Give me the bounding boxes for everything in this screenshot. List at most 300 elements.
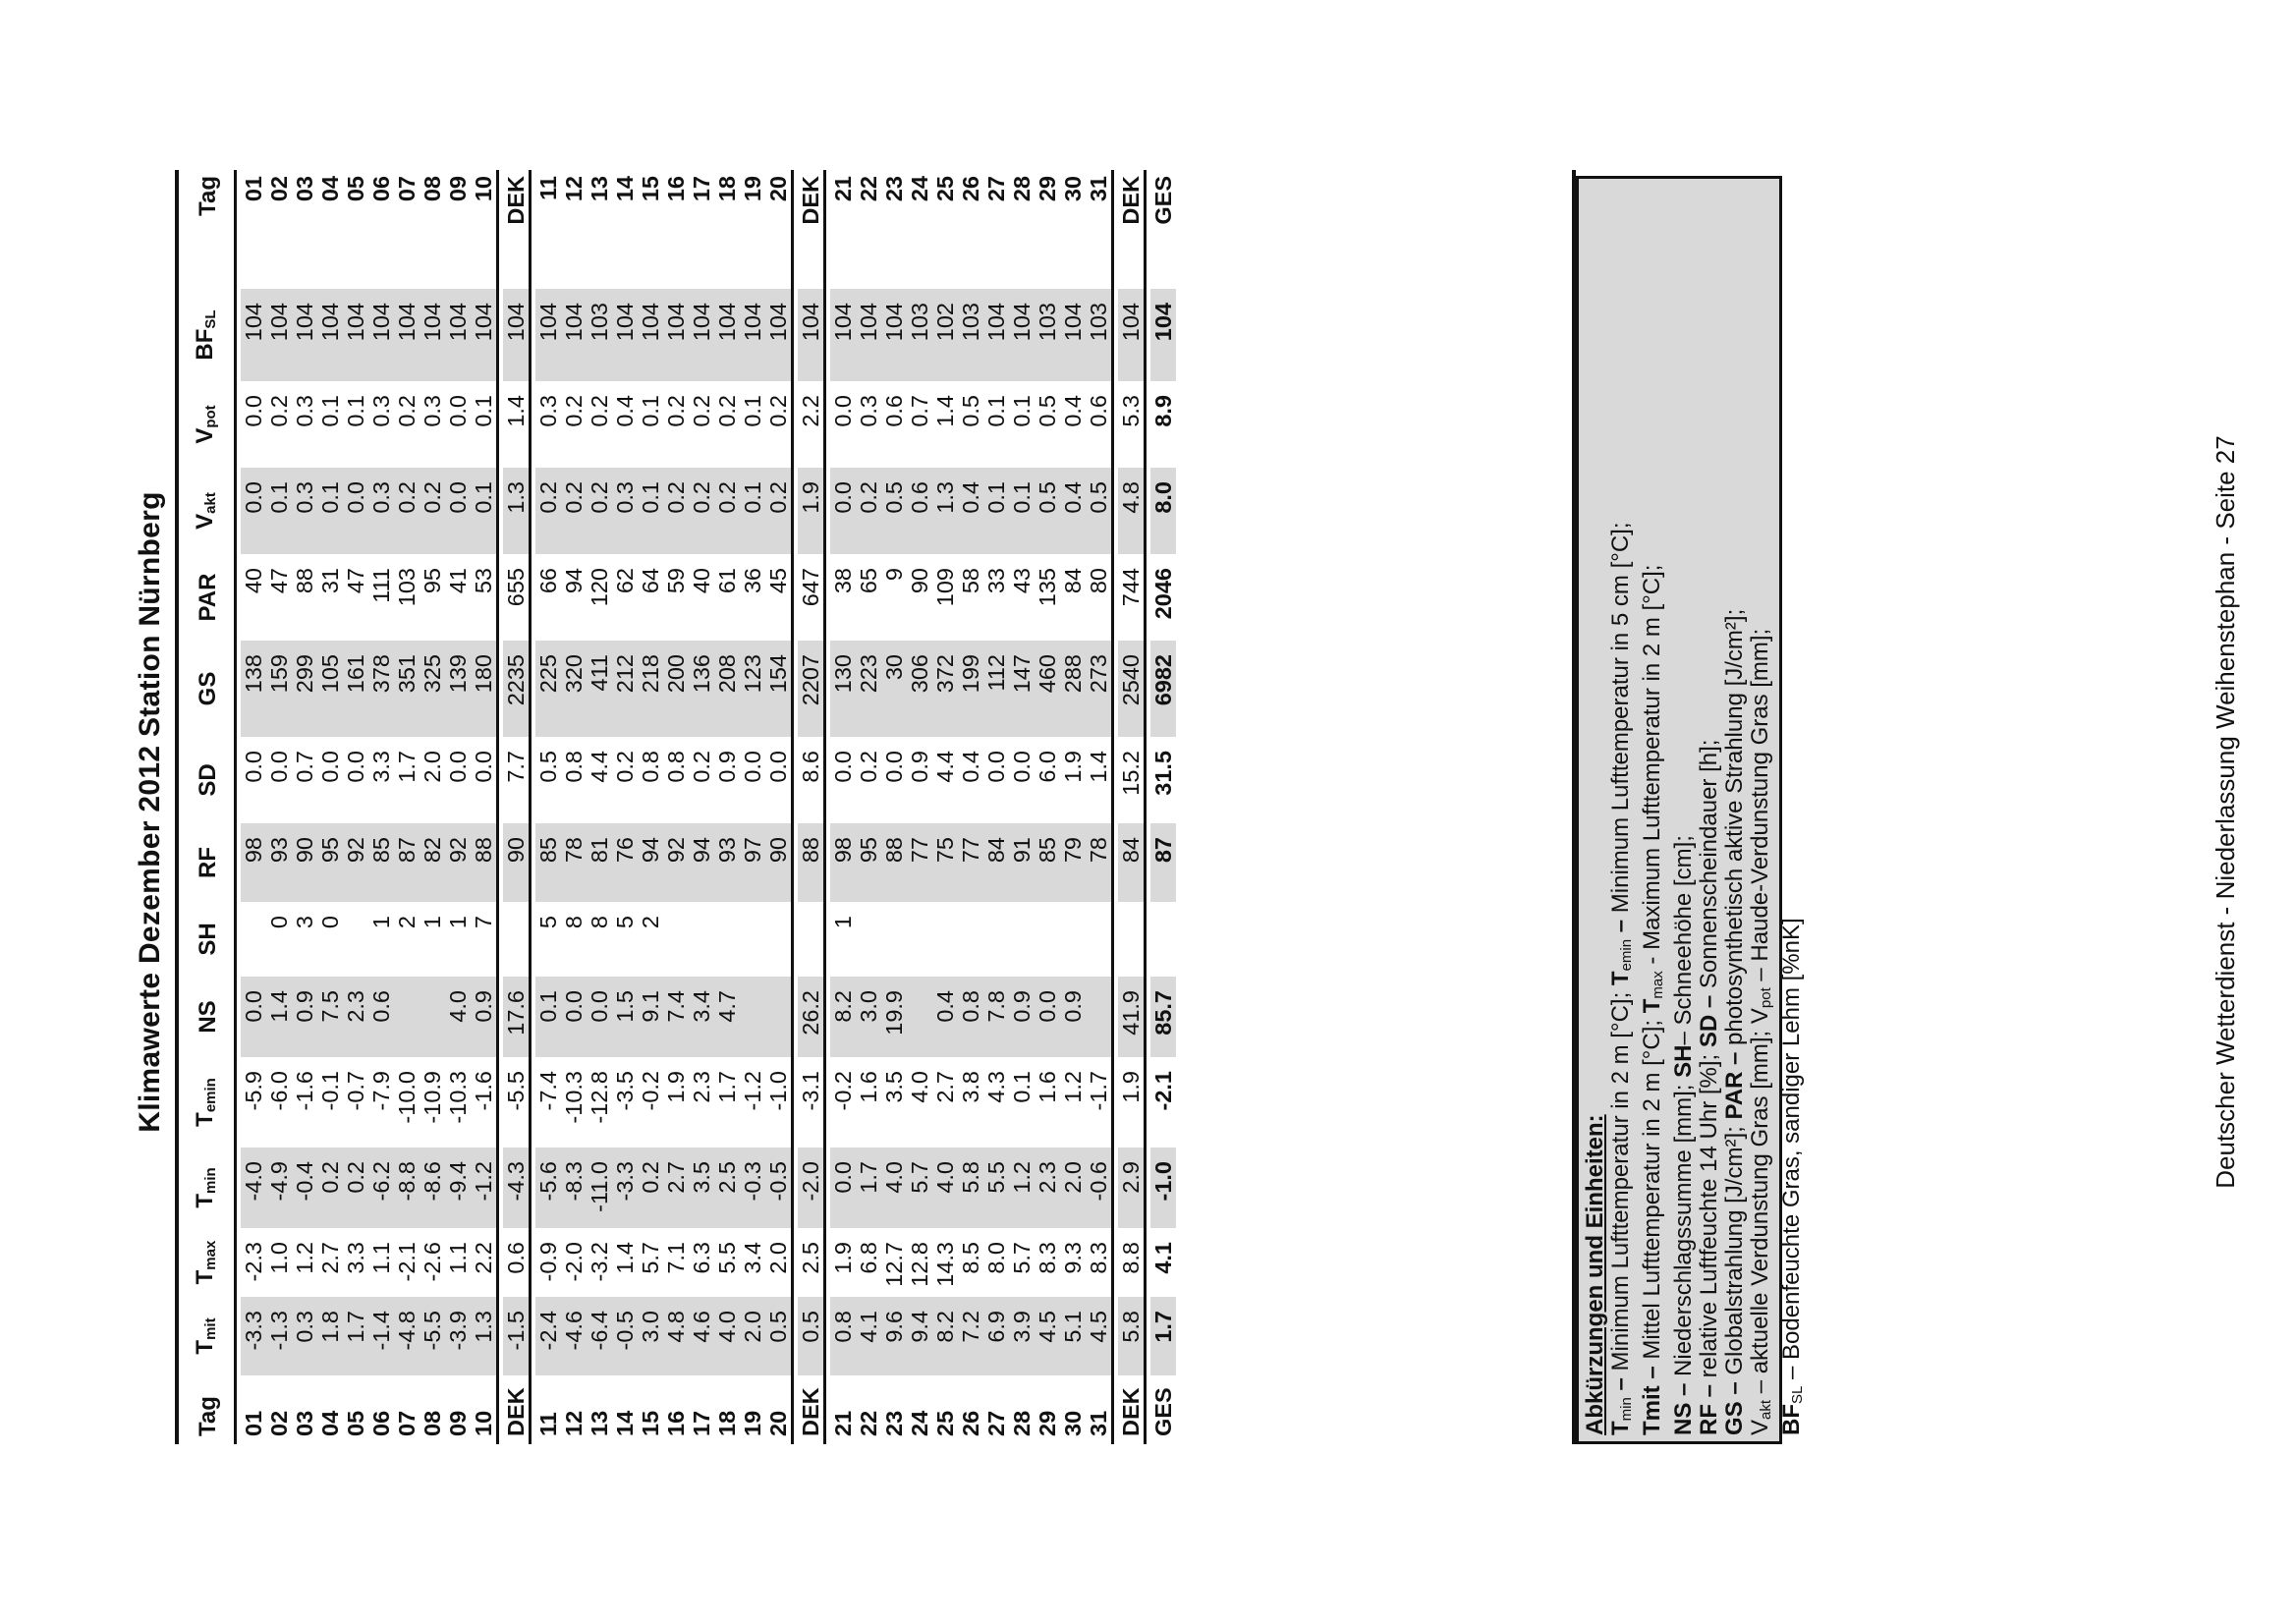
legend-subscript: max bbox=[1650, 971, 1666, 999]
column-header-main: NS bbox=[195, 1000, 221, 1034]
value-cell: 19.9 bbox=[881, 977, 907, 1057]
value-cell: 8.5 bbox=[958, 1242, 983, 1274]
value-cell: -0.5 bbox=[612, 1297, 638, 1375]
column-header-main: GS bbox=[195, 671, 221, 706]
decade-summary-row bbox=[1118, 170, 1144, 1444]
value-cell: 218 bbox=[638, 641, 663, 737]
value-cell: 2.2 bbox=[798, 395, 823, 427]
value-cell: 94 bbox=[561, 568, 587, 594]
spacer-cell bbox=[496, 737, 503, 823]
value-cell: 9.3 bbox=[1060, 1242, 1086, 1274]
value-cell: 0.8 bbox=[958, 977, 983, 1057]
value-cell: -3.3 bbox=[612, 1148, 638, 1228]
value-cell: 0.0 bbox=[241, 977, 266, 1057]
column-header bbox=[183, 641, 234, 737]
value-cell: 5.5 bbox=[983, 1148, 1009, 1228]
column-header bbox=[183, 1297, 234, 1375]
value-cell: 0.6 bbox=[1086, 395, 1111, 427]
column-header bbox=[183, 289, 234, 381]
value-cell: 104 bbox=[394, 289, 420, 381]
value-cell: 1.4 bbox=[932, 395, 958, 427]
value-cell: 95 bbox=[317, 823, 343, 902]
column-header-main: T bbox=[192, 1269, 218, 1285]
legend-text: photosynthetisch aktive Strahlung [J/cm²]; bbox=[1721, 608, 1748, 1045]
spacer-cell bbox=[234, 977, 241, 1057]
table-row bbox=[932, 170, 958, 1444]
row-label-left: 01 bbox=[241, 1410, 266, 1436]
row-label-right: 11 bbox=[535, 176, 561, 200]
value-cell: 1.2 bbox=[1009, 1148, 1035, 1228]
value-cell: 82 bbox=[420, 823, 445, 902]
value-cell: 0.0 bbox=[241, 395, 266, 427]
value-cell: 6.8 bbox=[856, 1242, 881, 1274]
value-cell bbox=[907, 977, 932, 1057]
value-cell: 4.0 bbox=[714, 1297, 740, 1375]
row-label-right: 15 bbox=[638, 176, 663, 202]
table-row bbox=[740, 170, 765, 1444]
value-cell: 9.4 bbox=[907, 1297, 932, 1375]
value-cell: 4.0 bbox=[445, 977, 471, 1057]
value-cell: 104 bbox=[368, 289, 394, 381]
value-cell: 0.1 bbox=[1009, 1071, 1035, 1103]
value-cell: 0.0 bbox=[471, 751, 496, 783]
column-header-main: T bbox=[192, 1112, 218, 1127]
value-cell: 104 bbox=[612, 289, 638, 381]
table-row bbox=[394, 170, 420, 1444]
value-cell: 98 bbox=[241, 823, 266, 902]
value-cell: 12.7 bbox=[881, 1242, 907, 1287]
value-cell: 104 bbox=[740, 289, 765, 381]
row-label-right: 29 bbox=[1035, 176, 1060, 202]
spacer-cell bbox=[1111, 737, 1118, 823]
value-cell bbox=[394, 977, 420, 1057]
row-label-right: 19 bbox=[740, 176, 765, 202]
value-cell: 2.0 bbox=[765, 1242, 791, 1274]
column-header-main: RF bbox=[195, 847, 221, 878]
spacer-cell bbox=[234, 823, 241, 902]
value-cell: -8.8 bbox=[394, 1148, 420, 1228]
value-cell: 0.2 bbox=[714, 395, 740, 427]
value-cell: 1.7 bbox=[394, 751, 420, 783]
row-label-left: 24 bbox=[907, 1410, 932, 1436]
value-cell: 0.1 bbox=[983, 468, 1009, 554]
value-cell: 0.1 bbox=[535, 977, 561, 1057]
value-cell bbox=[1060, 902, 1086, 977]
value-cell: 87 bbox=[394, 823, 420, 902]
row-label-right: DEK bbox=[503, 176, 529, 225]
value-cell: 112 bbox=[983, 641, 1009, 737]
value-cell: 411 bbox=[587, 641, 612, 737]
value-cell: 58 bbox=[958, 568, 983, 594]
value-cell: 0.3 bbox=[535, 395, 561, 427]
value-cell: 1.2 bbox=[1060, 1071, 1086, 1103]
row-label-left: 26 bbox=[958, 1410, 983, 1436]
spacer-cell bbox=[1111, 1228, 1118, 1297]
spacer-cell bbox=[1144, 902, 1150, 977]
row-label-left: 12 bbox=[561, 1410, 587, 1436]
value-cell: -1.0 bbox=[1150, 1148, 1176, 1228]
spacer-cell bbox=[234, 170, 241, 289]
value-cell: 2.3 bbox=[1035, 1148, 1060, 1228]
value-cell: 9 bbox=[881, 568, 907, 582]
value-cell: 2.3 bbox=[343, 977, 368, 1057]
legend-line bbox=[1722, 185, 1748, 1435]
value-cell: 85.7 bbox=[1150, 977, 1176, 1057]
legend-lines bbox=[1608, 185, 1811, 1435]
value-cell: 104 bbox=[561, 289, 587, 381]
value-cell: 0.0 bbox=[445, 468, 471, 554]
row-label-right: 31 bbox=[1086, 176, 1111, 202]
value-cell: 47 bbox=[343, 568, 368, 594]
row-label-left: 23 bbox=[881, 1410, 907, 1436]
value-cell: 325 bbox=[420, 641, 445, 737]
separator-row bbox=[1111, 170, 1118, 1444]
separator-row bbox=[823, 170, 830, 1444]
table-row bbox=[471, 170, 496, 1444]
value-cell: 1.3 bbox=[503, 468, 529, 554]
value-cell: 299 bbox=[292, 641, 317, 737]
legend-text: – Schneehöhe [cm]; bbox=[1670, 835, 1697, 1045]
legend-text: – Haude-Verdunstung Gras [mm]; bbox=[1747, 628, 1773, 988]
value-cell: 0.2 bbox=[587, 468, 612, 554]
value-cell: 78 bbox=[1086, 823, 1111, 902]
value-cell: 9.1 bbox=[638, 977, 663, 1057]
spacer-cell bbox=[496, 554, 503, 641]
spacer-cell bbox=[529, 641, 535, 737]
value-cell: 0.2 bbox=[420, 468, 445, 554]
value-cell: 95 bbox=[856, 823, 881, 902]
spacer-cell bbox=[791, 902, 798, 977]
value-cell: 4.1 bbox=[856, 1297, 881, 1375]
value-cell bbox=[932, 902, 958, 977]
value-cell: 8.0 bbox=[1150, 468, 1176, 554]
column-header bbox=[183, 1148, 234, 1228]
spacer-cell bbox=[791, 737, 798, 823]
column-header-sub: mit bbox=[202, 1317, 219, 1340]
value-cell: -8.6 bbox=[420, 1148, 445, 1228]
value-cell: 0.8 bbox=[830, 1297, 856, 1375]
legend-line bbox=[1671, 185, 1697, 1435]
value-cell: -0.5 bbox=[765, 1148, 791, 1228]
value-cell: 92 bbox=[343, 823, 368, 902]
spacer-cell bbox=[496, 468, 503, 554]
value-cell: 8.3 bbox=[1035, 1242, 1060, 1274]
table-row bbox=[241, 170, 266, 1444]
row-label-right: 09 bbox=[445, 176, 471, 202]
value-cell: 0.5 bbox=[958, 395, 983, 427]
value-cell: 103 bbox=[1086, 289, 1111, 381]
value-cell: 288 bbox=[1060, 641, 1086, 737]
row-label-right: 25 bbox=[932, 176, 958, 202]
value-cell: 1.7 bbox=[343, 1297, 368, 1375]
value-cell bbox=[740, 977, 765, 1057]
spacer-cell bbox=[823, 1228, 830, 1297]
value-cell: -5.9 bbox=[241, 1071, 266, 1111]
value-cell: 1.0 bbox=[266, 1242, 292, 1274]
value-cell: 0.6 bbox=[368, 977, 394, 1057]
spacer-cell bbox=[1111, 289, 1118, 381]
spacer-cell bbox=[529, 902, 535, 977]
value-cell: 0.2 bbox=[765, 468, 791, 554]
value-cell: 104 bbox=[765, 289, 791, 381]
row-label-left: 30 bbox=[1060, 1410, 1086, 1436]
value-cell: -2.1 bbox=[1150, 1071, 1176, 1111]
spacer-cell bbox=[1144, 1148, 1150, 1228]
value-cell: -1.5 bbox=[503, 1297, 529, 1375]
value-cell: 95 bbox=[420, 568, 445, 594]
value-cell: 43 bbox=[1009, 568, 1035, 594]
table-row bbox=[368, 170, 394, 1444]
value-cell: 4.6 bbox=[689, 1297, 714, 1375]
value-cell: 0.3 bbox=[856, 395, 881, 427]
value-cell: 0.2 bbox=[663, 395, 689, 427]
value-cell bbox=[958, 902, 983, 977]
spacer-cell bbox=[1144, 823, 1150, 902]
table-row bbox=[1060, 170, 1086, 1444]
row-label-left: DEK bbox=[503, 1387, 529, 1436]
value-cell: 7.4 bbox=[663, 977, 689, 1057]
value-cell: 0.2 bbox=[317, 1148, 343, 1228]
value-cell bbox=[1035, 902, 1060, 977]
value-cell: 0.2 bbox=[343, 1148, 368, 1228]
legend-line bbox=[1640, 185, 1671, 1435]
value-cell: 0.3 bbox=[292, 395, 317, 427]
spacer-cell bbox=[529, 381, 535, 468]
row-label-right: 14 bbox=[612, 176, 638, 202]
value-cell: 7.8 bbox=[983, 977, 1009, 1057]
value-cell: 36 bbox=[740, 568, 765, 594]
value-cell: -7.9 bbox=[368, 1071, 394, 1111]
value-cell: 0.0 bbox=[983, 751, 1009, 783]
value-cell: 1.9 bbox=[663, 1071, 689, 1103]
value-cell: 0.4 bbox=[1060, 395, 1086, 427]
value-cell: -2.0 bbox=[798, 1148, 823, 1228]
row-label-right: 01 bbox=[241, 176, 266, 202]
spacer-cell bbox=[496, 1148, 503, 1228]
value-cell: 4.5 bbox=[1086, 1297, 1111, 1375]
value-cell: 104 bbox=[1060, 289, 1086, 381]
spacer-cell bbox=[1111, 823, 1118, 902]
value-cell bbox=[983, 902, 1009, 977]
value-cell: 45 bbox=[765, 568, 791, 594]
legend-term: BF bbox=[1778, 1404, 1805, 1435]
value-cell: 104 bbox=[445, 289, 471, 381]
spacer-cell bbox=[529, 554, 535, 641]
spacer-cell bbox=[1144, 641, 1150, 737]
table-row bbox=[266, 170, 292, 1444]
table-row bbox=[830, 170, 856, 1444]
value-cell: 8.0 bbox=[983, 1242, 1009, 1274]
legend-term: GS – bbox=[1721, 1374, 1748, 1435]
spacer-cell bbox=[496, 1057, 503, 1148]
value-cell: 0.9 bbox=[714, 751, 740, 783]
value-cell: 0.5 bbox=[765, 1297, 791, 1375]
value-cell: 0.0 bbox=[1035, 977, 1060, 1057]
legend-term: – bbox=[1607, 1371, 1634, 1398]
spacer-cell bbox=[234, 737, 241, 823]
table-row bbox=[587, 170, 612, 1444]
spacer-cell bbox=[529, 737, 535, 823]
legend-line bbox=[1748, 185, 1779, 1435]
legend-subscript: akt bbox=[1758, 1399, 1774, 1420]
value-cell: -6.2 bbox=[368, 1148, 394, 1228]
table-row bbox=[983, 170, 1009, 1444]
value-cell bbox=[1118, 902, 1144, 977]
value-cell: -1.2 bbox=[740, 1071, 765, 1111]
spacer-cell bbox=[823, 977, 830, 1057]
value-cell: 1.6 bbox=[856, 1071, 881, 1103]
value-cell: -1.4 bbox=[368, 1297, 394, 1375]
value-cell: 104 bbox=[317, 289, 343, 381]
value-cell: 8.9 bbox=[1150, 395, 1176, 427]
spacer-cell bbox=[234, 1375, 241, 1444]
climate-table bbox=[183, 170, 1176, 1444]
spacer-cell bbox=[496, 381, 503, 468]
value-cell: 38 bbox=[830, 568, 856, 594]
value-cell: 744 bbox=[1118, 568, 1144, 607]
value-cell: 0.0 bbox=[830, 468, 856, 554]
value-cell: -0.2 bbox=[638, 1071, 663, 1111]
value-cell bbox=[881, 902, 907, 977]
value-cell: 85 bbox=[368, 823, 394, 902]
row-label-right: 17 bbox=[689, 176, 714, 202]
value-cell: 200 bbox=[663, 641, 689, 737]
value-cell: 0.7 bbox=[907, 395, 932, 427]
spacer-cell bbox=[823, 823, 830, 902]
value-cell: 0.3 bbox=[292, 1297, 317, 1375]
value-cell: 1.7 bbox=[1150, 1297, 1176, 1375]
row-label-left: 22 bbox=[856, 1410, 881, 1436]
value-cell: 2.0 bbox=[1060, 1148, 1086, 1228]
value-cell: -2.6 bbox=[420, 1242, 445, 1282]
value-cell: 40 bbox=[689, 568, 714, 594]
table-row bbox=[1035, 170, 1060, 1444]
row-label-left: 15 bbox=[638, 1410, 663, 1436]
value-cell: 2.2 bbox=[471, 1242, 496, 1274]
spacer-cell bbox=[791, 1228, 798, 1297]
value-cell: 0.1 bbox=[471, 468, 496, 554]
spacer-cell bbox=[1144, 1375, 1150, 1444]
row-label-right: 08 bbox=[420, 176, 445, 202]
value-cell: 0.4 bbox=[958, 751, 983, 783]
value-cell: 6.3 bbox=[689, 1242, 714, 1274]
row-label-left: 31 bbox=[1086, 1410, 1111, 1436]
spacer-cell bbox=[1144, 468, 1150, 554]
value-cell: 88 bbox=[292, 568, 317, 594]
value-cell: 1.4 bbox=[503, 395, 529, 427]
value-cell: 6.0 bbox=[1035, 751, 1060, 783]
value-cell: 7.2 bbox=[958, 1297, 983, 1375]
column-header-main: V bbox=[192, 427, 218, 444]
value-cell: -10.9 bbox=[420, 1071, 445, 1124]
value-cell: 0.0 bbox=[765, 751, 791, 783]
spacer-cell bbox=[823, 554, 830, 641]
value-cell: 0.4 bbox=[958, 468, 983, 554]
value-cell: -10.0 bbox=[394, 1071, 420, 1124]
row-label-left: 08 bbox=[420, 1410, 445, 1436]
value-cell: -0.6 bbox=[1086, 1148, 1111, 1228]
value-cell: -1.6 bbox=[471, 1071, 496, 1111]
value-cell: 85 bbox=[1035, 823, 1060, 902]
value-cell: -10.3 bbox=[445, 1071, 471, 1124]
spacer-cell bbox=[823, 289, 830, 381]
value-cell: 5.7 bbox=[638, 1242, 663, 1274]
legend-text: Sonnenscheindauer [h]; bbox=[1696, 739, 1722, 989]
spacer-cell bbox=[496, 641, 503, 737]
value-cell: 12.8 bbox=[907, 1242, 932, 1287]
spacer-cell bbox=[791, 554, 798, 641]
value-cell bbox=[1086, 902, 1111, 977]
value-cell: 104 bbox=[292, 289, 317, 381]
table-row bbox=[535, 170, 561, 1444]
value-cell: -0.2 bbox=[830, 1071, 856, 1111]
row-label-right: 05 bbox=[343, 176, 368, 202]
spacer-cell bbox=[1111, 468, 1118, 554]
legend-text: – aktuelle Verdunstung Gras [mm]; V bbox=[1747, 1008, 1773, 1400]
value-cell: 5 bbox=[535, 916, 561, 929]
value-cell: 40 bbox=[241, 568, 266, 594]
legend-term: T bbox=[1639, 998, 1665, 1014]
spacer-cell bbox=[791, 823, 798, 902]
value-cell: 0.0 bbox=[1009, 751, 1035, 783]
row-label-left: DEK bbox=[1118, 1387, 1144, 1436]
value-cell: 0.0 bbox=[740, 751, 765, 783]
value-cell: 7 bbox=[471, 916, 496, 929]
value-cell: 41 bbox=[445, 568, 471, 594]
value-cell: 0.2 bbox=[689, 468, 714, 554]
spacer-cell bbox=[1111, 641, 1118, 737]
spacer-cell bbox=[496, 289, 503, 381]
value-cell: -3.2 bbox=[587, 1242, 612, 1282]
value-cell: 225 bbox=[535, 641, 561, 737]
value-cell: 1.4 bbox=[1086, 751, 1111, 783]
spacer-cell bbox=[496, 1375, 503, 1444]
value-cell: 9.6 bbox=[881, 1297, 907, 1375]
table-row bbox=[445, 170, 471, 1444]
spacer-cell bbox=[823, 641, 830, 737]
value-cell: 0.8 bbox=[638, 751, 663, 783]
value-cell: 123 bbox=[740, 641, 765, 737]
row-label-left: 29 bbox=[1035, 1410, 1060, 1436]
value-cell: 0.1 bbox=[317, 395, 343, 427]
value-cell: 104 bbox=[830, 289, 856, 381]
value-cell: 31.5 bbox=[1150, 751, 1176, 796]
spacer-cell bbox=[791, 1148, 798, 1228]
value-cell: 0.5 bbox=[1035, 395, 1060, 427]
column-header-main: SD bbox=[195, 763, 221, 797]
spacer-cell bbox=[1144, 1057, 1150, 1148]
row-label-left: 06 bbox=[368, 1410, 394, 1436]
spacer-cell bbox=[496, 823, 503, 902]
value-cell: 0.8 bbox=[663, 751, 689, 783]
value-cell: 17.6 bbox=[503, 977, 529, 1057]
value-cell: 199 bbox=[958, 641, 983, 737]
total-row bbox=[1150, 170, 1176, 1444]
value-cell: 84 bbox=[1118, 823, 1144, 902]
value-cell: 77 bbox=[958, 823, 983, 902]
value-cell: 104 bbox=[638, 289, 663, 381]
value-cell: 0.5 bbox=[798, 1297, 823, 1375]
value-cell: 0.9 bbox=[292, 977, 317, 1057]
spacer-cell bbox=[496, 977, 503, 1057]
value-cell: 104 bbox=[689, 289, 714, 381]
value-cell: -1.2 bbox=[471, 1148, 496, 1228]
value-cell: 1.9 bbox=[798, 468, 823, 554]
value-cell: 0.1 bbox=[740, 395, 765, 427]
value-cell: 94 bbox=[689, 823, 714, 902]
value-cell: 103 bbox=[958, 289, 983, 381]
value-cell: 103 bbox=[394, 568, 420, 607]
